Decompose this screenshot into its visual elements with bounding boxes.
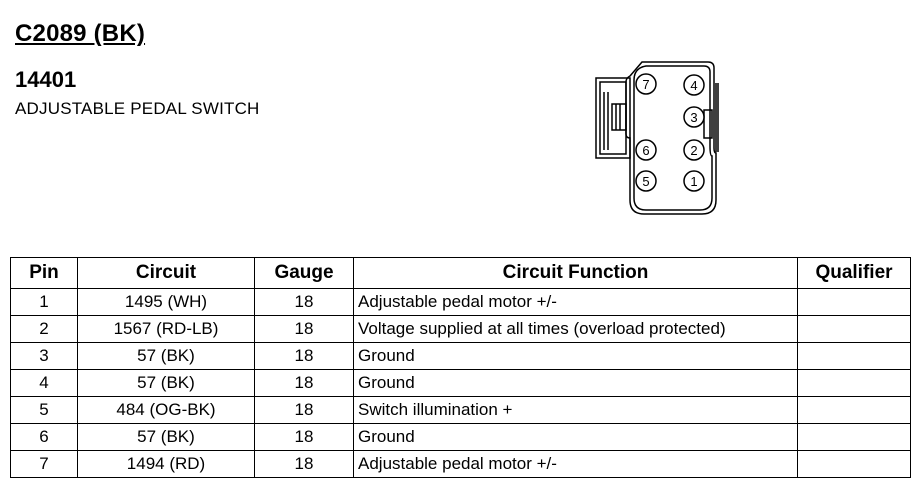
cell-qualifier [798,343,911,370]
cell-function: Adjustable pedal motor +/- [354,289,798,316]
cell-gauge: 18 [255,397,354,424]
pin-position-7 [636,74,656,94]
cell-gauge: 18 [255,424,354,451]
locking-latch [596,78,630,158]
connector-id: C2089 (BK) [15,20,146,47]
connector-face-diagram [590,60,730,220]
cell-function: Ground [354,424,798,451]
part-number: 14401 [15,67,77,92]
pin-label-6: 6 [642,143,650,158]
header-gauge: Gauge [255,258,354,289]
pin-position-3 [684,107,704,127]
cell-qualifier [798,397,911,424]
pin-label-4: 4 [690,78,698,93]
table-row [11,370,911,397]
cell-function: Voltage supplied at all times (overload protected) [354,316,798,343]
cell-qualifier [798,424,911,451]
cell-pin: 6 [11,424,78,451]
cell-circuit: 484 (OG-BK) [78,397,255,424]
table-row [11,316,911,343]
cell-gauge: 18 [255,289,354,316]
cell-function: Ground [354,343,798,370]
pin-label-5: 5 [642,174,650,189]
pin-label-2: 2 [690,143,698,158]
cell-pin: 3 [11,343,78,370]
table-row [11,343,911,370]
cell-qualifier [798,289,911,316]
header-circuit: Circuit [78,258,255,289]
right-notch [704,110,712,138]
table-row [11,424,911,451]
table-header-row [11,258,911,289]
cell-qualifier [798,370,911,397]
cell-circuit: 57 (BK) [78,343,255,370]
header-circuit-function: Circuit Function [354,258,798,289]
pin-position-2 [684,140,704,160]
cell-gauge: 18 [255,316,354,343]
cell-pin: 5 [11,397,78,424]
cell-gauge: 18 [255,451,354,478]
pin-position-4 [684,75,704,95]
cell-qualifier [798,451,911,478]
table-row [11,289,911,316]
part-name: ADJUSTABLE PEDAL SWITCH [15,99,260,118]
pin-label-1: 1 [690,174,698,189]
cell-function: Switch illumination + [354,397,798,424]
pin-position-6 [636,140,656,160]
cell-function: Ground [354,370,798,397]
cell-function: Adjustable pedal motor +/- [354,451,798,478]
pinout-table [10,257,911,478]
cell-circuit: 57 (BK) [78,370,255,397]
table-row [11,397,911,424]
cell-circuit: 1495 (WH) [78,289,255,316]
table-row [11,451,911,478]
cell-pin: 2 [11,316,78,343]
cell-circuit: 1567 (RD-LB) [78,316,255,343]
pin-position-1 [684,171,704,191]
cell-pin: 7 [11,451,78,478]
cell-pin: 4 [11,370,78,397]
header-qualifier: Qualifier [798,258,911,289]
cell-gauge: 18 [255,343,354,370]
cell-circuit: 1494 (RD) [78,451,255,478]
pin-position-5 [636,171,656,191]
cell-gauge: 18 [255,370,354,397]
pin-label-7: 7 [642,77,650,92]
cell-pin: 1 [11,289,78,316]
pin-label-3: 3 [690,110,698,125]
cell-qualifier [798,316,911,343]
cell-circuit: 57 (BK) [78,424,255,451]
header-pin: Pin [11,258,78,289]
